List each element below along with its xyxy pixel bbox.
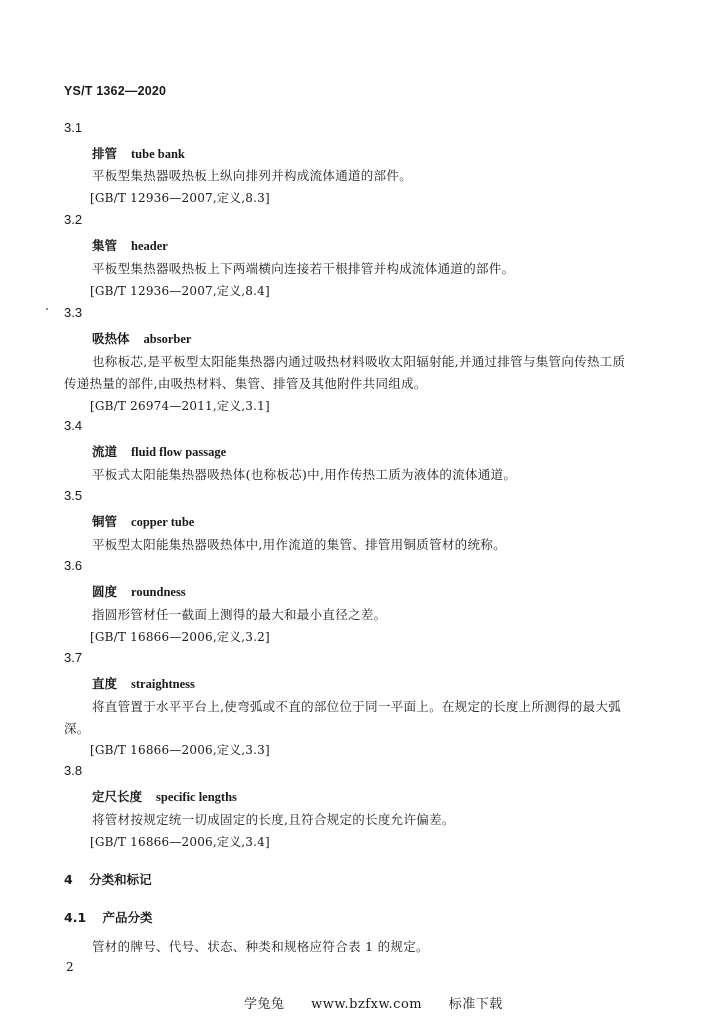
entry-number: 3.8 bbox=[64, 763, 83, 778]
entry-term bbox=[92, 144, 185, 162]
section-4-number: 4 bbox=[64, 872, 73, 887]
entry-term-en: roundness bbox=[131, 585, 186, 599]
entry-source: [GB/T 12936—2007,定义,8.4] bbox=[90, 284, 270, 298]
entry-term-en: straightness bbox=[131, 677, 195, 691]
entry-number: 3.3 bbox=[64, 305, 83, 320]
entry-term-zh: 直度 bbox=[92, 676, 118, 691]
section-4-1-title: 产品分类 bbox=[102, 910, 153, 925]
entry-term-en: tube bank bbox=[131, 147, 185, 161]
entry-source: [GB/T 16866—2006,定义,3.3] bbox=[90, 743, 270, 757]
entry-term-zh: 排管 bbox=[92, 146, 118, 161]
entry-number: 3.2 bbox=[64, 212, 83, 227]
entry-definition-line: 平板式太阳能集热器吸热体(也称板芯)中,用作传热工质为液体的流体通道。 bbox=[92, 467, 517, 482]
footer-url: www.bzfxw.com bbox=[311, 997, 423, 1012]
scan-dot bbox=[46, 308, 48, 310]
entry-term-en: copper tube bbox=[131, 515, 195, 529]
entry-term bbox=[92, 236, 168, 254]
entry-definition-line: 指圆形管材任一截面上测得的最大和最小直径之差。 bbox=[92, 607, 387, 622]
entry-term bbox=[92, 512, 194, 530]
entry-source: [GB/T 16866—2006,定义,3.2] bbox=[90, 630, 270, 644]
entry-term-zh: 吸热体 bbox=[92, 331, 130, 346]
entry-term-zh: 集管 bbox=[92, 238, 118, 253]
entry-definition-line: 深。 bbox=[64, 721, 90, 736]
entry-term-zh: 圆度 bbox=[92, 584, 118, 599]
entry-term bbox=[92, 582, 186, 600]
entry-term bbox=[92, 329, 191, 347]
entry-number: 3.5 bbox=[64, 488, 83, 503]
section-4-1-text: 管材的牌号、代号、状态、种类和规格应符合表 1 的规定。 bbox=[92, 939, 429, 954]
entry-definition-line: 也称板芯,是平板型太阳能集热器内通过吸热材料吸收太阳辐射能,并通过排管与集管向传热工质 bbox=[92, 354, 626, 369]
entry-term bbox=[92, 674, 195, 692]
entry-source: [GB/T 12936—2007,定义,8.3] bbox=[90, 191, 270, 205]
entry-number: 3.7 bbox=[64, 650, 83, 665]
entry-number: 3.6 bbox=[64, 558, 83, 573]
entry-definition-line: 传递热量的部件,由吸热材料、集管、排管及其他附件共同组成。 bbox=[64, 376, 427, 391]
entry-definition-line: 平板型集热器吸热板上纵向排列并构成流体通道的部件。 bbox=[92, 168, 413, 183]
footer-watermark bbox=[244, 993, 503, 1012]
entry-definition-line: 平板型集热器吸热板上下两端横向连接若干根排管并构成流体通道的部件。 bbox=[92, 261, 515, 276]
entry-number: 3.1 bbox=[64, 120, 83, 135]
entry-definition-line: 将直管置于水平平台上,使弯弧或不直的部位位于同一平面上。在规定的长度上所测得的最大弧 bbox=[92, 699, 622, 714]
section-4-title: 分类和标记 bbox=[89, 872, 152, 887]
footer-label: 标准下载 bbox=[448, 997, 503, 1012]
entry-number: 3.4 bbox=[64, 418, 83, 433]
footer-site-name: 学兔兔 bbox=[244, 997, 285, 1012]
entry-term-en: absorber bbox=[143, 332, 192, 346]
page-number: 2 bbox=[66, 960, 74, 974]
entry-term bbox=[92, 442, 226, 460]
entry-term-zh: 定尺长度 bbox=[92, 789, 143, 804]
entry-term-en: header bbox=[131, 239, 168, 253]
entry-term-en: fluid flow passage bbox=[131, 445, 227, 459]
entry-source: [GB/T 16866—2006,定义,3.4] bbox=[90, 835, 270, 849]
entry-term-zh: 流道 bbox=[92, 444, 118, 459]
standard-code: YS/T 1362—2020 bbox=[64, 84, 167, 98]
entry-source: [GB/T 26974—2011,定义,3.1] bbox=[90, 399, 270, 413]
entry-term-zh: 铜管 bbox=[92, 514, 118, 529]
entry-definition-line: 将管材按规定统一切成固定的长度,且符合规定的长度允许偏差。 bbox=[92, 812, 455, 827]
entry-definition-line: 平板型太阳能集热器吸热体中,用作流道的集管、排管用铜质管材的统称。 bbox=[92, 537, 506, 552]
section-4-1-heading bbox=[64, 908, 153, 926]
entry-term bbox=[92, 787, 237, 805]
entry-term-en: specific lengths bbox=[156, 790, 237, 804]
section-4-heading bbox=[64, 870, 152, 888]
section-4-1-number: 4.1 bbox=[64, 910, 87, 925]
